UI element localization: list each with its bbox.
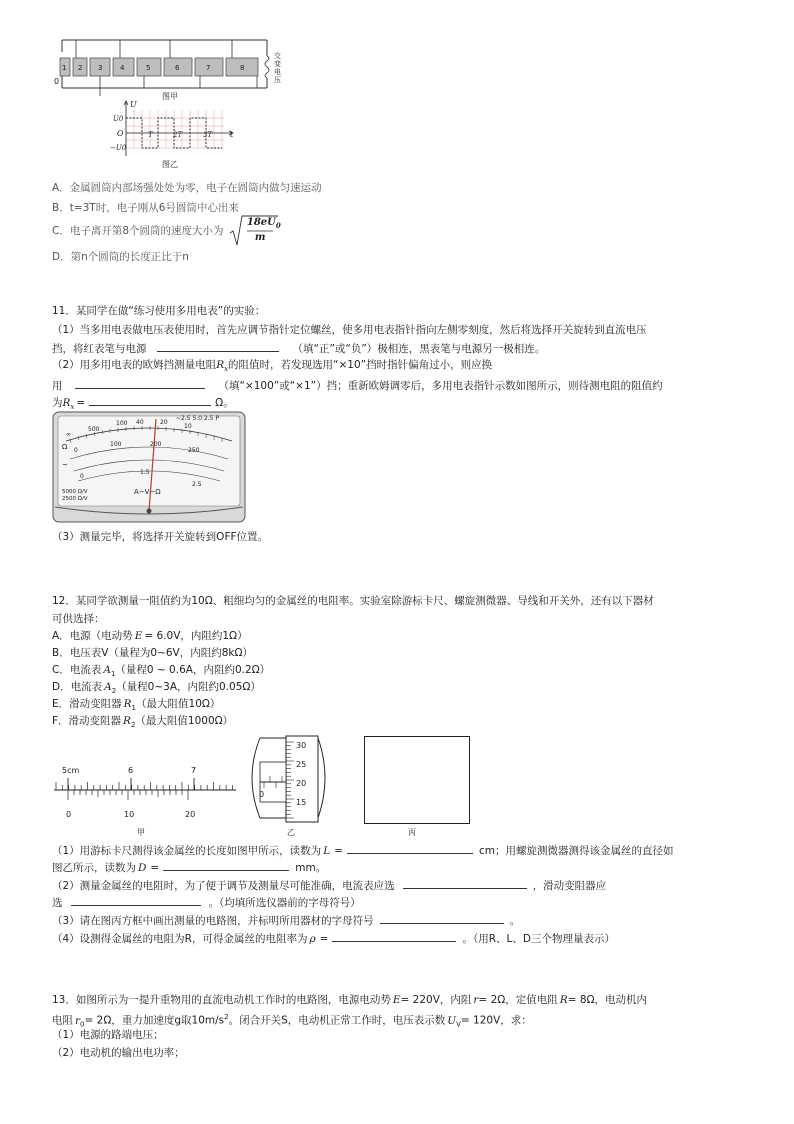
meter-dc-tick: 250 bbox=[188, 447, 200, 454]
mm-unit: mm。 bbox=[295, 862, 327, 874]
option-text: C．电流表 bbox=[52, 664, 102, 676]
q13-text: 13．如图所示为一提升重物用的直流电动机工作时的电路图，电源电动势 bbox=[52, 994, 391, 1006]
var-r0: r bbox=[75, 1014, 81, 1027]
caliper-vernier-label: 10 bbox=[124, 810, 135, 819]
var-l: L bbox=[323, 845, 331, 857]
yi-tick-label: T bbox=[148, 131, 153, 139]
option-text-post: （量程0 ~ 0.6A，内阻约0.2Ω） bbox=[115, 664, 271, 676]
tube-label: 5 bbox=[146, 64, 151, 72]
q12-part2-text: （2）测量金属丝的电阻时，为了便于调节及测量尽可能准确，电流表应选 bbox=[52, 880, 395, 892]
q11-part2-text: （2）用多用电表的欧姆挡测量电阻 bbox=[52, 359, 217, 371]
micrometer-figure bbox=[240, 734, 332, 824]
q11-part2-text-post: 的阻值时，若发现选用“×10”挡时指针偏角过小，则应换 bbox=[228, 359, 493, 371]
meter-ohm-tick: 10 bbox=[184, 423, 192, 430]
sqrt-formula bbox=[229, 215, 279, 250]
vernier-caliper-figure bbox=[52, 764, 238, 812]
equals-sign: = bbox=[334, 845, 343, 857]
q12-part2-text-post: ，滑动变阻器应 bbox=[532, 880, 607, 892]
var-big-r: R bbox=[559, 994, 568, 1006]
answer-blank[interactable] bbox=[403, 877, 527, 889]
equals-sign: = bbox=[150, 862, 160, 874]
q10-option-c bbox=[52, 215, 279, 249]
var-r-sub: x bbox=[70, 403, 75, 412]
q12-part3-text: （3）请在图丙方框中画出测量的电路图，并标明所用器材的字母符号 bbox=[52, 915, 374, 927]
sqrt-numerator-sub: 0 bbox=[275, 221, 281, 230]
q12-option-d bbox=[52, 680, 261, 698]
q11-part2-line1 bbox=[52, 358, 492, 376]
meter-avo-label: A−V−Ω bbox=[134, 488, 161, 496]
circuit-drawing-box[interactable] bbox=[364, 736, 470, 824]
yi-y-axis-label: U bbox=[130, 100, 137, 109]
meter-ohm-tick: 500 bbox=[88, 426, 100, 433]
q13-text: = 120V，求： bbox=[460, 1014, 532, 1027]
equals-sign: = bbox=[319, 933, 329, 945]
var-r: R bbox=[123, 715, 131, 727]
q11-part3: （3）测量完毕，将选择开关旋转到OFF位置。 bbox=[52, 531, 269, 543]
option-text: D．电流表 bbox=[52, 681, 103, 693]
var-a: A bbox=[104, 681, 112, 693]
answer-blank[interactable] bbox=[89, 394, 211, 406]
q12-part4 bbox=[52, 930, 615, 946]
var-u: U bbox=[447, 1014, 457, 1027]
q12-stem-line2: 可供选择： bbox=[52, 613, 105, 625]
caliper-vernier-label: 20 bbox=[185, 810, 196, 819]
q12-part3-text-post: 。 bbox=[509, 915, 521, 927]
q12-part1-line2 bbox=[52, 859, 326, 875]
q11-part1-line1: （1）当多用电表做电压表使用时，首先应调节指针定位螺丝，使多用电表指针指向左侧零刻度，然后将选择开关旋转到直流电压 bbox=[52, 324, 647, 336]
micrometer-scale-label: 15 bbox=[296, 798, 307, 807]
var-r: R bbox=[123, 698, 132, 710]
q13-g-sup: 2 bbox=[224, 1013, 229, 1021]
q12-option-b: B．电压表V（量程为0~6V，内阻约8kΩ） bbox=[52, 647, 254, 659]
meter-dc-tick: 200 bbox=[150, 441, 162, 448]
q10-option-a: A．金属圆筒内部场强处处为零，电子在圆筒内做匀速运动 bbox=[52, 182, 322, 194]
sqrt-denominator: m bbox=[254, 232, 266, 243]
tube-label: 7 bbox=[206, 64, 211, 72]
option-text-post: （量程0~3A，内阻约0.05Ω） bbox=[116, 681, 261, 693]
sqrt-numerator: 18eU bbox=[246, 217, 276, 228]
q12-part1-text-post: cm；用螺旋测微器测得该金属丝的直径如 bbox=[478, 845, 674, 857]
meter-ac-tick: 2.5 bbox=[192, 481, 202, 488]
meter-tilde-label: ~ bbox=[62, 461, 68, 469]
tube-label: 2 bbox=[78, 64, 83, 72]
var-e: E bbox=[392, 994, 401, 1006]
q13-text: 电阻 bbox=[52, 1014, 73, 1027]
var-r-sub: x bbox=[224, 365, 229, 374]
option-text: F．滑动变阻器 bbox=[52, 715, 122, 727]
answer-blank[interactable] bbox=[157, 340, 279, 352]
answer-blank[interactable] bbox=[71, 894, 201, 906]
q10-option-b: B．t=3T时，电子刚从6号圆筒中心出来 bbox=[52, 202, 239, 214]
meter-dc-tick: 100 bbox=[110, 441, 122, 448]
meter-omega-label: Ω bbox=[62, 443, 68, 451]
q11-part2b-text: 用 bbox=[52, 380, 63, 392]
q13-part1: （1）电源的路端电压； bbox=[52, 1029, 164, 1041]
var-d: D bbox=[138, 862, 147, 874]
var-u-sub: V bbox=[456, 1020, 461, 1029]
q13-g-value: 10m/s bbox=[191, 1014, 225, 1027]
micrometer-scale-label: 30 bbox=[296, 741, 307, 750]
var-r: r bbox=[473, 994, 479, 1006]
caliper-main-label: 7 bbox=[191, 766, 197, 775]
tube-label: 3 bbox=[98, 64, 103, 72]
q11-stem: 11．某同学在做“练习使用多用电表”的实验： bbox=[52, 305, 266, 317]
meter-ohm-tick: ∞ bbox=[66, 431, 71, 438]
meter-bottom-left-label: 2500 Ω/V bbox=[62, 496, 88, 502]
q10-option-d: D．第n个圆筒的长度正比于n bbox=[52, 251, 189, 263]
yi-u0-neg-label: −U0 bbox=[110, 144, 127, 152]
ac-source-label: 交变电压 bbox=[274, 52, 281, 84]
tube-label: 6 bbox=[175, 64, 180, 72]
figure-yi-caption: 图乙 bbox=[162, 160, 178, 169]
q13-text: = 8Ω，电动机内 bbox=[567, 994, 648, 1006]
var-a-sub: 2 bbox=[111, 687, 117, 696]
meter-ac-tick: 1.5 bbox=[140, 469, 150, 476]
equals-sign: = bbox=[76, 397, 86, 409]
yi-x-axis-label: t bbox=[230, 130, 234, 139]
q11-part1-line2 bbox=[52, 340, 545, 356]
var-r-sub: 2 bbox=[130, 721, 136, 730]
micrometer-scale-label: 25 bbox=[296, 760, 307, 769]
q13-text: = 2Ω，重力加速度g取 bbox=[84, 1014, 192, 1027]
answer-blank[interactable] bbox=[75, 377, 205, 389]
zero-label: 0 bbox=[54, 77, 60, 86]
meter-ohm-tick: 20 bbox=[160, 419, 168, 426]
tube-label: 4 bbox=[120, 64, 125, 72]
caliper-vernier-label: 0 bbox=[66, 810, 72, 819]
q11-part2c-text: 为 bbox=[52, 397, 63, 409]
q12-part2b-text: 选 bbox=[52, 897, 63, 909]
q13-text: 。闭合开关S，电动机正常工作时，电压表示数 bbox=[228, 1014, 446, 1027]
meter-top-right-label: ~2.5 5.0 2.5 P bbox=[176, 415, 219, 422]
q11-part1-text: 挡，将红表笔与电源 bbox=[52, 343, 147, 355]
q11-part2b-text-post: （填“×100”或“×1”）挡；重新欧姆调零后，多用电表指针示数如图所示，则待测电阻的阻值约 bbox=[218, 380, 663, 392]
q13-text: = 220V，内阻 bbox=[400, 994, 472, 1006]
figure-jia-caption: 图甲 bbox=[162, 92, 178, 101]
answer-blank[interactable] bbox=[380, 912, 504, 924]
q12-part1b-text: 图乙所示，读数为 bbox=[52, 862, 136, 874]
tube-label: 8 bbox=[240, 64, 245, 72]
q12-option-a bbox=[52, 629, 248, 643]
q11-part2-line2 bbox=[52, 377, 663, 393]
q12-part1-text: （1）用游标卡尺测得该金属丝的长度如图甲所示，读数为 bbox=[52, 845, 322, 857]
micrometer-scale-label: 20 bbox=[296, 779, 307, 788]
q12-part4-text: （4）设测得金属丝的电阻为R，可得金属丝的电阻率为 bbox=[52, 933, 308, 945]
yi-origin-label: O bbox=[117, 129, 124, 138]
ohm-unit: Ω。 bbox=[215, 397, 234, 409]
answer-blank[interactable] bbox=[347, 842, 473, 854]
var-e: E bbox=[134, 630, 143, 642]
var-r0-sub: 0 bbox=[80, 1020, 85, 1029]
option-text-post: = 6.0V，内阻约1Ω） bbox=[144, 630, 248, 642]
yi-u0-pos-label: U0 bbox=[113, 115, 124, 123]
q12-part2-line2 bbox=[52, 894, 361, 910]
q12-part1-line1 bbox=[52, 842, 674, 858]
drift-tube-group bbox=[60, 58, 258, 76]
q12-option-c bbox=[52, 663, 270, 681]
box-caption: 丙 bbox=[408, 828, 416, 837]
option-text: E．滑动变阻器 bbox=[52, 698, 122, 710]
caliper-main-label: 6 bbox=[128, 766, 134, 775]
q12-part4-text-post: 。（用R、L、D三个物理量表示） bbox=[462, 933, 615, 945]
option-text-post: （最大阻值1000Ω） bbox=[135, 715, 234, 727]
q11-part1-text-post: （填“正”或“负”）极相连，黑表笔与电源另一极相连。 bbox=[292, 343, 546, 355]
micrometer-caption: 乙 bbox=[287, 828, 295, 837]
q12-part3 bbox=[52, 912, 520, 928]
meter-dc-tick: 0 bbox=[74, 447, 78, 454]
q12-part2-line1 bbox=[52, 877, 606, 893]
var-r-sub: 1 bbox=[131, 704, 137, 713]
var-a: A bbox=[103, 664, 111, 676]
meter-bottom-left-label: 5000 Ω/V bbox=[62, 489, 88, 495]
caliper-main-label: 5cm bbox=[62, 766, 80, 775]
var-a-sub: 1 bbox=[110, 670, 116, 679]
yi-tick-label: 3T bbox=[203, 131, 213, 139]
q10-option-c-text: C．电子离开第8个圆筒的速度大小为 bbox=[52, 225, 224, 237]
meter-ac-tick: 0 bbox=[80, 473, 84, 480]
tube-label: 1 bbox=[62, 64, 67, 72]
q13-line1 bbox=[52, 993, 647, 1007]
var-r: R bbox=[62, 397, 71, 409]
q12-option-e bbox=[52, 697, 220, 715]
q13-part2: （2）电动机的输出电功率； bbox=[52, 1047, 185, 1059]
q12-stem-line1: 12．某同学欲测量一阻值约为10Ω、粗细均匀的金属丝的电阻率。实验室除游标卡尺、螺旋测微器、导线和开关外，还有以下器材 bbox=[52, 595, 654, 607]
caliper-caption: 甲 bbox=[137, 828, 145, 837]
answer-blank[interactable] bbox=[163, 859, 289, 871]
answer-blank[interactable] bbox=[332, 930, 456, 942]
meter-ohm-tick: 40 bbox=[136, 419, 144, 426]
meter-ohm-tick: 100 bbox=[116, 420, 128, 427]
option-text: A．电源（电动势 bbox=[52, 630, 133, 642]
micrometer-zero-label: 0 bbox=[259, 790, 265, 799]
var-r: R bbox=[216, 359, 225, 371]
q13-text: = 2Ω，定值电阻 bbox=[478, 994, 558, 1006]
var-rho: ρ bbox=[309, 933, 316, 945]
yi-tick-label: 2T bbox=[173, 131, 183, 139]
q12-option-f bbox=[52, 714, 233, 732]
option-text-post: （最大阻值10Ω） bbox=[136, 698, 221, 710]
q12-part2b-text-post: 。（均填所选仪器前的字母符号） bbox=[208, 897, 361, 909]
